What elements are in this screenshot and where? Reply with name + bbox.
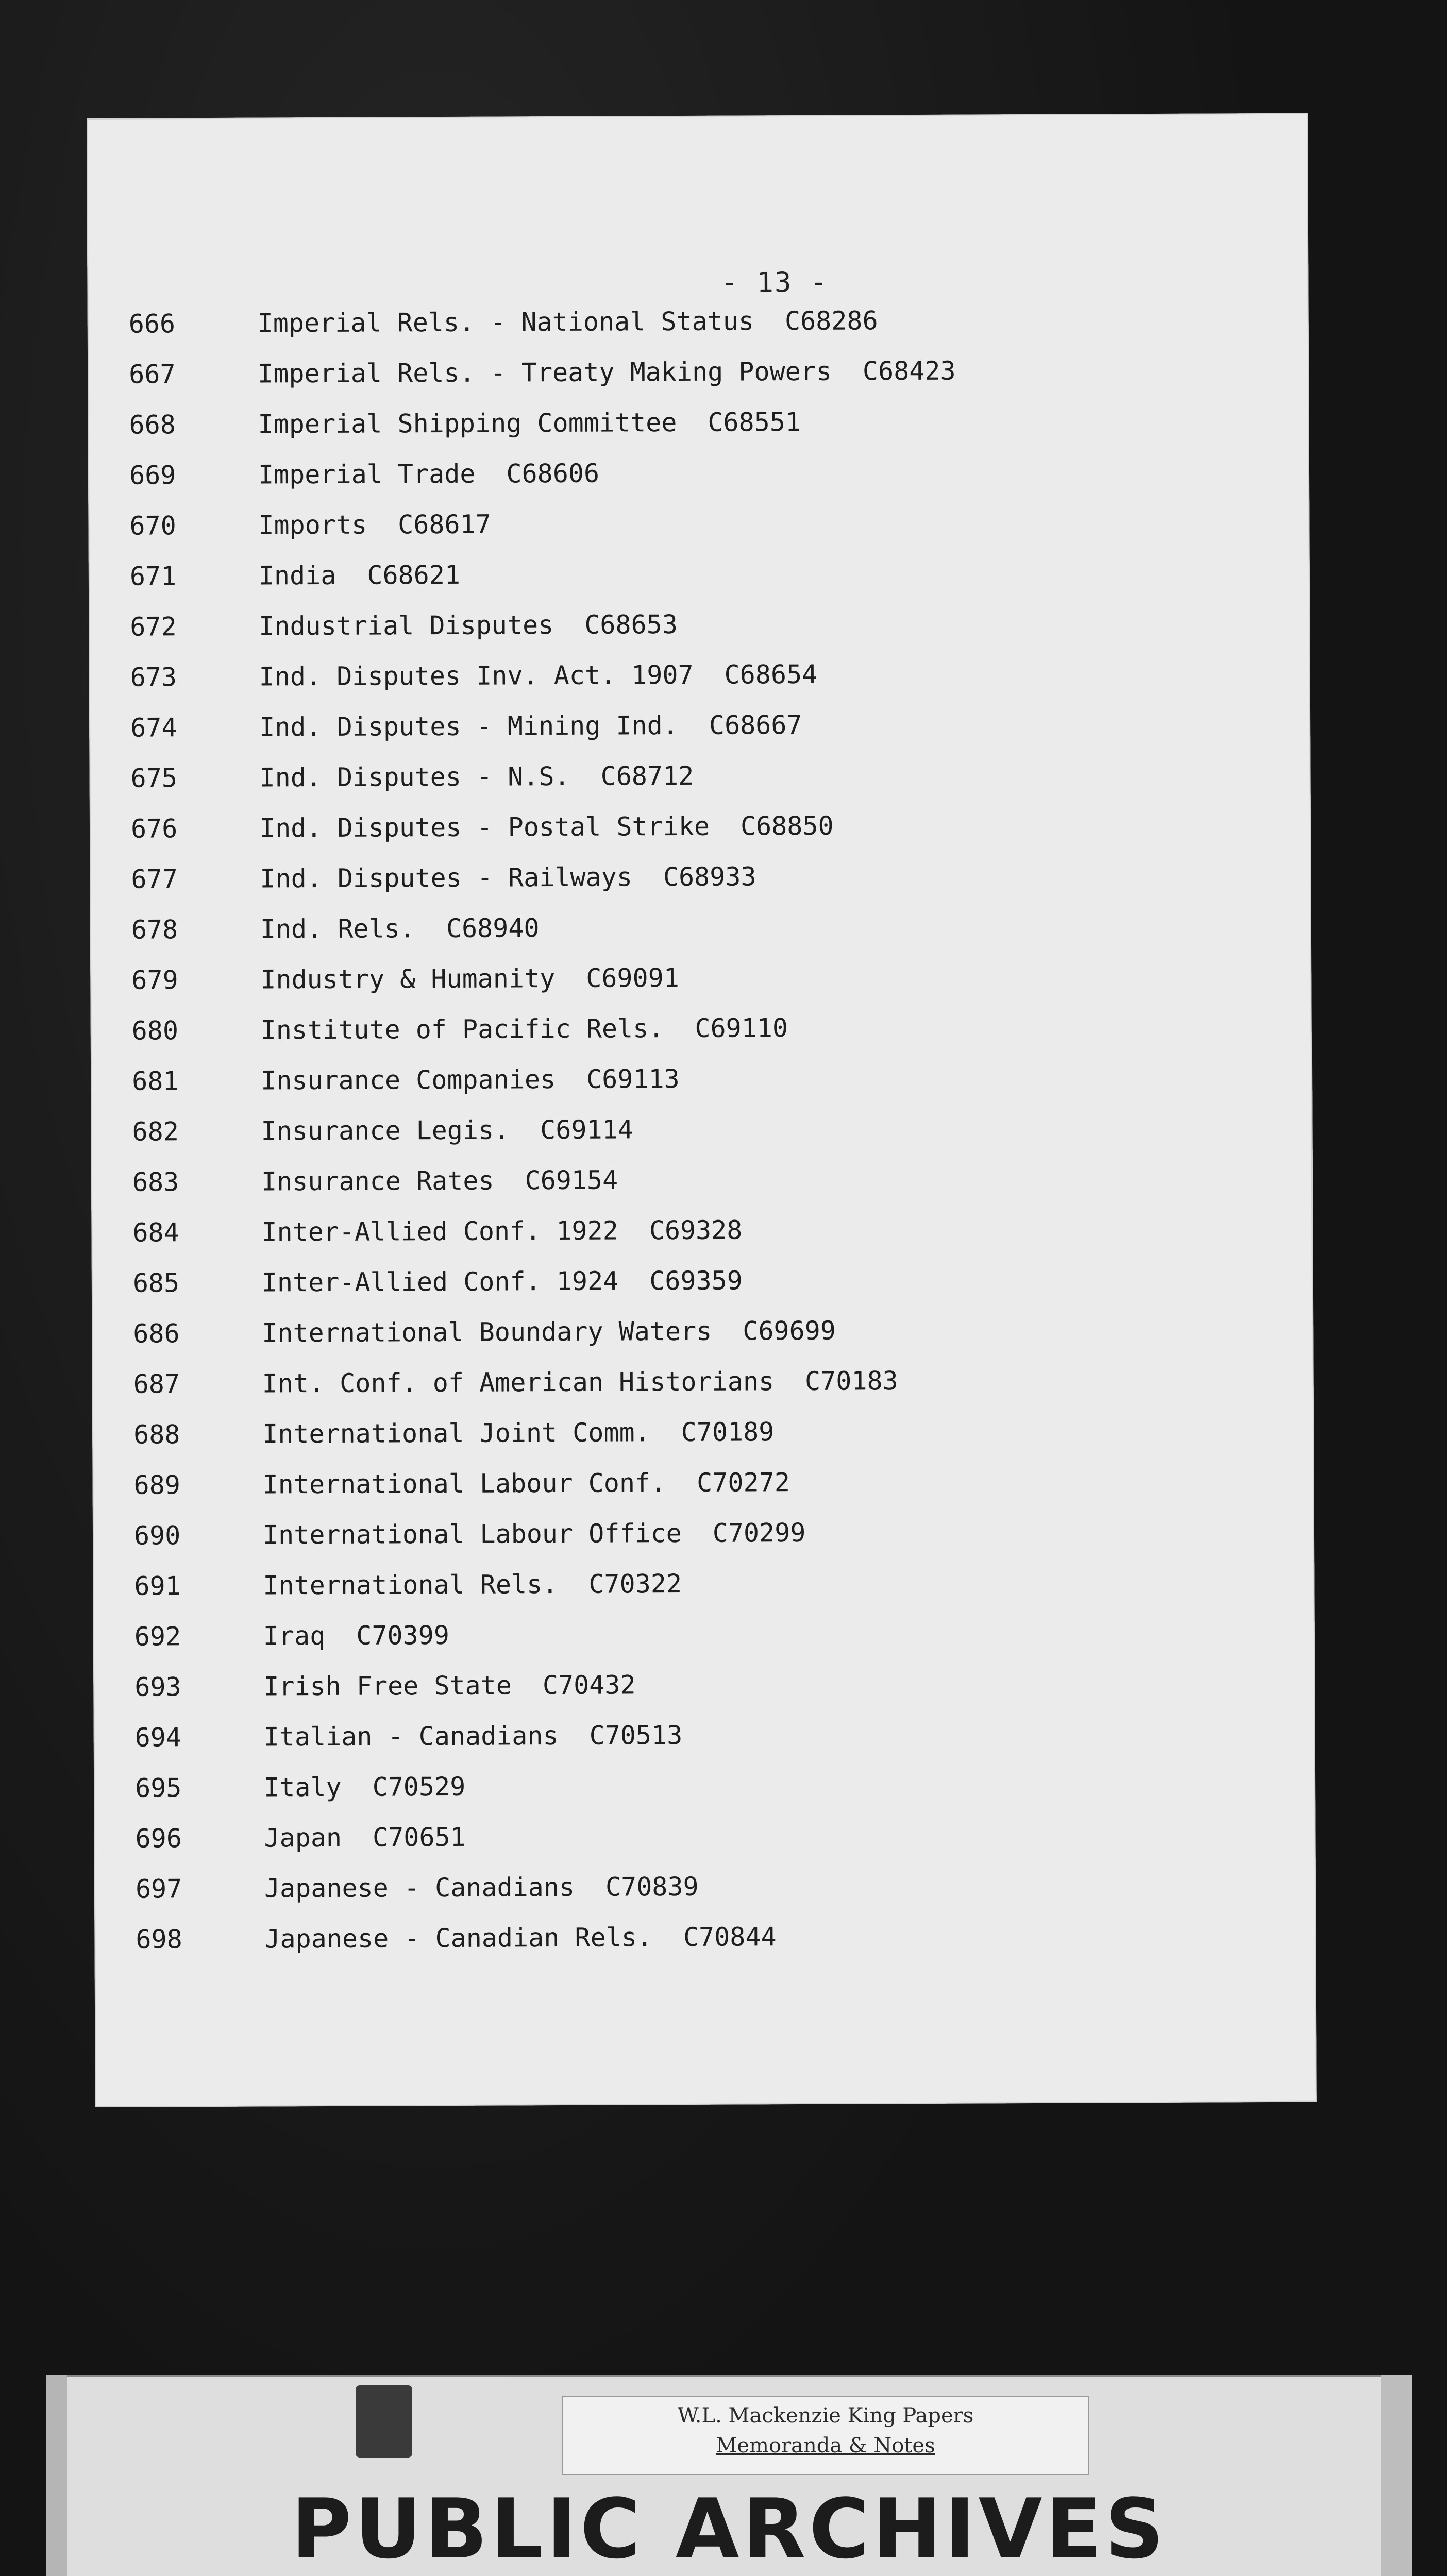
entry-subject: Imperial Shipping Committee: [258, 408, 677, 439]
entry-subject: International Labour Office: [262, 1518, 682, 1550]
archive-title-english: PUBLIC ARCHIVES: [291, 2481, 1167, 2576]
entry-title: [260, 913, 540, 944]
entry-title: [258, 407, 801, 439]
index-entry: [89, 708, 1310, 754]
entry-number: 675: [130, 763, 178, 793]
entry-title: [261, 1165, 618, 1197]
entry-title: [258, 459, 599, 490]
entry-title: [259, 761, 694, 793]
index-entry: [93, 1516, 1314, 1562]
index-entry: [91, 1213, 1313, 1259]
collection-name: W.L. Mackenzie King Papers: [677, 2404, 974, 2428]
entry-subject: Ind. Rels.: [260, 913, 416, 944]
entry-reference-code: C70651: [372, 1822, 466, 1853]
entry-title: [258, 510, 491, 540]
entry-number: 682: [132, 1116, 179, 1147]
entry-reference-code: C68653: [584, 609, 678, 640]
entry-reference-code: C70189: [681, 1417, 775, 1447]
entry-number: 696: [135, 1823, 182, 1854]
entry-title: [262, 1366, 898, 1398]
entry-subject: Italian - Canadians: [263, 1721, 559, 1752]
index-entry: [94, 1869, 1316, 1916]
index-entry: [94, 1718, 1315, 1764]
entry-number: 693: [134, 1672, 181, 1702]
index-entries-list: [87, 113, 1317, 2107]
entry-title: [263, 1518, 806, 1550]
entry-reference-code: C68286: [784, 306, 878, 336]
series-name: Memoranda & Notes: [716, 2434, 935, 2458]
index-entry: [94, 1819, 1315, 1865]
entry-number: 698: [136, 1924, 182, 1955]
entry-number: 673: [130, 662, 177, 692]
entry-subject: Insurance Rates: [261, 1165, 494, 1197]
entry-number: 674: [130, 713, 177, 743]
entry-title: [263, 1569, 682, 1601]
index-entry: [92, 1465, 1314, 1512]
index-entry: [88, 455, 1309, 502]
entry-reference-code: C70513: [589, 1720, 683, 1751]
entry-number: 678: [131, 914, 178, 945]
entry-reference-code: C68667: [709, 709, 802, 740]
entry-title: [261, 1064, 680, 1096]
entry-reference-code: C70322: [588, 1568, 682, 1599]
entry-reference-code: C69699: [743, 1315, 836, 1346]
entry-reference-code: C68617: [398, 509, 491, 540]
entry-subject: Ind. Disputes - Mining Ind.: [259, 710, 679, 742]
entry-reference-code: C69091: [586, 962, 679, 993]
entry-subject: Inter-Allied Conf. 1924: [261, 1266, 619, 1298]
entry-title: [259, 659, 818, 692]
entry-number: 686: [133, 1318, 180, 1349]
entry-number: 687: [133, 1369, 180, 1399]
entry-subject: International Rels.: [263, 1569, 558, 1601]
index-entry: [89, 607, 1310, 653]
entry-subject: Institute of Pacific Rels.: [260, 1013, 664, 1045]
entry-title: [262, 1265, 743, 1297]
entry-title: [258, 306, 878, 338]
index-entry: [92, 1364, 1314, 1411]
entry-reference-code: C70839: [605, 1871, 699, 1902]
entry-title: [263, 1670, 636, 1701]
entry-reference-code: C68654: [724, 659, 818, 690]
entry-title: [261, 1215, 742, 1247]
index-entry: [93, 1667, 1315, 1714]
index-entry: [90, 859, 1311, 906]
entry-reference-code: C70399: [356, 1620, 450, 1651]
entry-subject: Iraq: [263, 1621, 326, 1651]
entry-reference-code: C69154: [525, 1165, 618, 1196]
entry-subject: International Boundary Waters: [262, 1316, 712, 1348]
entry-subject: Industry & Humanity: [260, 963, 556, 995]
index-entry: [91, 1112, 1312, 1158]
entry-number: 679: [131, 965, 178, 995]
entry-subject: International Labour Conf.: [262, 1468, 666, 1500]
entry-number: 685: [132, 1268, 180, 1298]
index-entry: [88, 304, 1309, 350]
entry-subject: Japanese - Canadians: [264, 1872, 575, 1904]
index-entry: [91, 1011, 1312, 1057]
entry-reference-code: C69110: [695, 1013, 788, 1043]
entry-subject: Imports: [258, 510, 367, 540]
entry-number: 671: [129, 561, 177, 591]
entry-subject: Insurance Companies: [261, 1064, 556, 1096]
entry-subject: Int. Conf. of American Historians: [262, 1366, 775, 1399]
index-entry: [88, 405, 1309, 451]
entry-reference-code: C68423: [862, 355, 956, 386]
entry-subject: Ind. Disputes - Railways: [260, 862, 633, 894]
entry-reference-code: C68621: [367, 560, 461, 590]
entry-title: [264, 1720, 683, 1752]
entry-title: [264, 1822, 465, 1853]
entry-number: 690: [133, 1520, 181, 1551]
index-entry: [90, 809, 1311, 855]
entry-number: 666: [128, 309, 176, 339]
entry-title: [258, 356, 956, 389]
index-entry: [93, 1566, 1314, 1613]
entry-reference-code: C69328: [649, 1215, 743, 1246]
entry-subject: India: [258, 560, 336, 591]
entry-reference-code: C68606: [506, 458, 600, 489]
entry-number: 697: [135, 1874, 182, 1904]
index-entry: [89, 657, 1310, 704]
entry-reference-code: C70529: [372, 1771, 466, 1802]
entry-title: [260, 963, 679, 995]
binder-clip: [356, 2385, 412, 2458]
index-entry: [92, 1263, 1313, 1310]
index-entry: [92, 1415, 1314, 1461]
entry-reference-code: C69114: [540, 1114, 633, 1145]
entry-reference-code: C68940: [446, 913, 540, 943]
entry-number: 689: [133, 1470, 181, 1500]
index-entry: [92, 1314, 1313, 1360]
entry-title: [259, 560, 460, 591]
entry-number: 672: [130, 612, 177, 642]
entry-title: [264, 1772, 465, 1803]
entry-reference-code: C69113: [586, 1063, 680, 1094]
page-number: - 13 -: [721, 265, 828, 299]
entry-title: [259, 609, 678, 641]
entry-subject: Italy: [264, 1772, 342, 1803]
entry-reference-code: C68933: [663, 861, 756, 892]
entry-number: 694: [134, 1722, 182, 1753]
entry-subject: Ind. Disputes Inv. Act. 1907: [259, 659, 694, 692]
entry-reference-code: C68551: [708, 406, 801, 437]
entry-title: [262, 1467, 790, 1499]
index-entry: [91, 1162, 1313, 1209]
entry-number: 692: [134, 1621, 181, 1652]
entry-subject: Industrial Disputes: [259, 610, 554, 641]
entry-reference-code: C69359: [649, 1265, 743, 1296]
entry-number: 681: [132, 1066, 179, 1096]
entry-reference-code: C68712: [600, 760, 694, 791]
entry-subject: Ind. Disputes - N.S.: [259, 761, 570, 793]
entry-subject: Ind. Disputes - Postal Strike: [259, 811, 710, 843]
index-entry: [89, 556, 1310, 603]
entry-subject: Insurance Legis.: [261, 1115, 510, 1146]
entry-number: 688: [133, 1419, 180, 1450]
entry-reference-code: C70183: [804, 1366, 898, 1396]
entry-number: 695: [135, 1773, 182, 1803]
entry-title: [264, 1872, 699, 1904]
entry-title: [259, 710, 802, 742]
index-entry: [89, 758, 1310, 805]
entry-number: 669: [129, 460, 176, 490]
entry-title: [262, 1417, 774, 1449]
entry-subject: International Joint Comm.: [262, 1417, 650, 1449]
entry-number: 683: [132, 1167, 179, 1197]
entry-title: [261, 1013, 788, 1045]
entry-subject: Imperial Rels. - National Status: [257, 306, 754, 338]
entry-title: [260, 811, 834, 843]
entry-subject: Imperial Rels. - Treaty Making Powers: [258, 356, 832, 389]
entry-title: [263, 1620, 449, 1651]
index-entry: [91, 1061, 1312, 1108]
entry-reference-code: C68850: [740, 810, 834, 841]
index-entry: [90, 960, 1311, 1007]
typed-index-page: [87, 113, 1317, 2107]
entry-number: 684: [132, 1217, 179, 1248]
archive-label-card: [46, 2375, 1412, 2576]
entry-subject: Inter-Allied Conf. 1922: [261, 1215, 618, 1247]
entry-reference-code: C70432: [542, 1670, 636, 1701]
index-entry: [88, 354, 1309, 401]
entry-number: 667: [129, 359, 176, 389]
entry-number: 668: [129, 410, 176, 440]
entry-title: [260, 861, 756, 893]
entry-number: 680: [131, 1015, 179, 1046]
index-entry: [93, 1617, 1315, 1663]
entry-number: 676: [130, 814, 178, 844]
index-entry: [88, 506, 1309, 552]
entry-subject: Japan: [264, 1822, 342, 1853]
entry-reference-code: C70272: [697, 1467, 790, 1498]
entry-title: [261, 1114, 633, 1146]
entry-number: 691: [134, 1571, 181, 1601]
index-entry: [94, 1768, 1315, 1815]
entry-number: 677: [131, 864, 178, 894]
entry-reference-code: C70299: [712, 1517, 806, 1548]
entry-reference-code: C70844: [683, 1922, 777, 1952]
entry-title: [264, 1922, 776, 1954]
entry-subject: Imperial Trade: [258, 459, 476, 490]
index-entry: [94, 1920, 1316, 1966]
entry-number: 670: [129, 511, 176, 541]
index-entry: [90, 910, 1311, 956]
entry-subject: Japanese - Canadian Rels.: [264, 1922, 653, 1954]
collection-tape-label: [562, 2396, 1089, 2475]
entry-subject: Irish Free State: [263, 1670, 512, 1702]
entry-title: [262, 1316, 836, 1348]
